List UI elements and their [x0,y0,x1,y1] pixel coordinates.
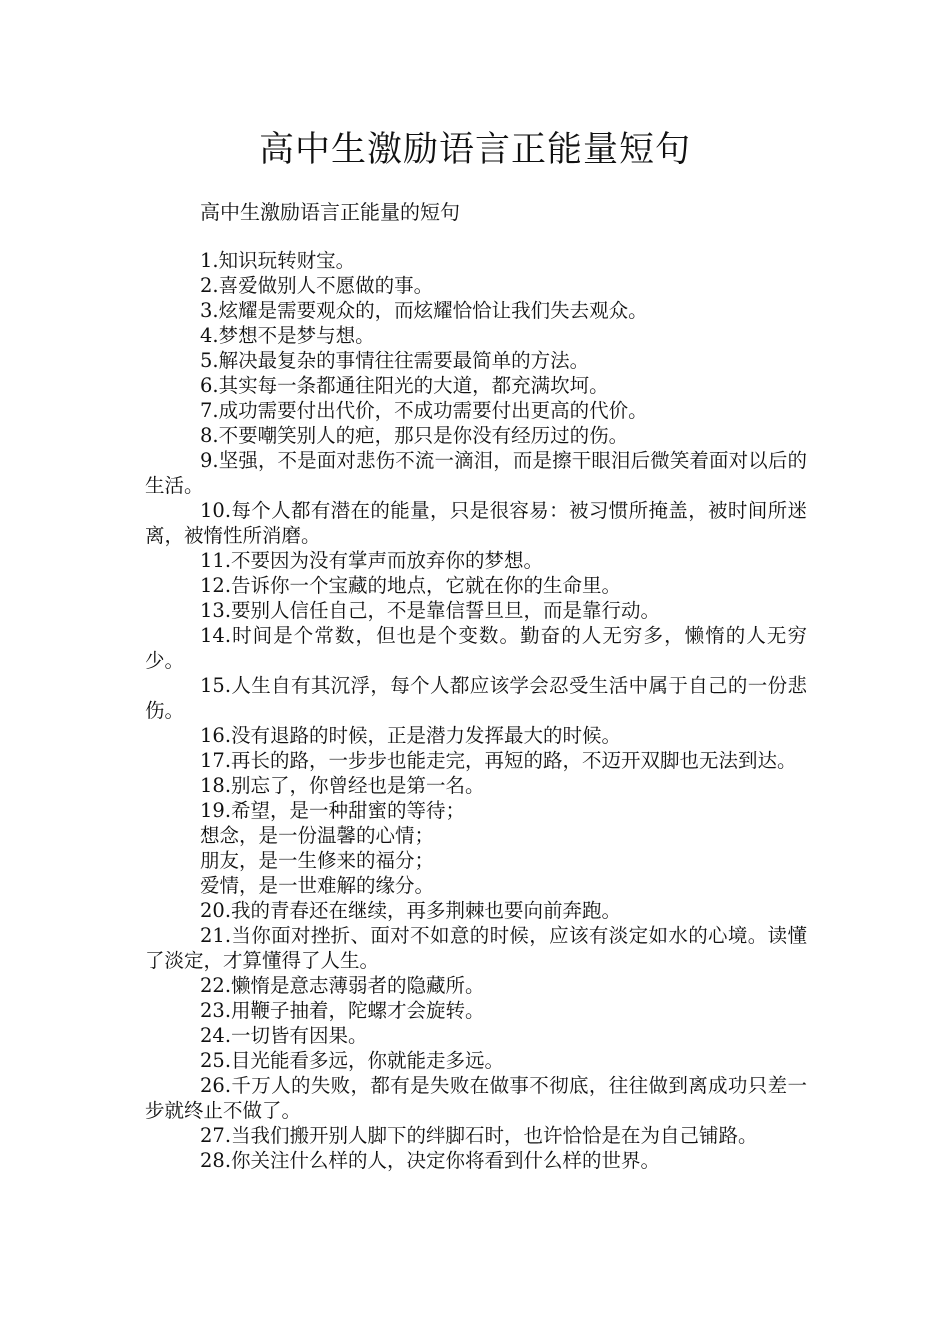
list-item: 14.时间是个常数，但也是个变数。勤奋的人无穷多，懒惰的人无穷少。 [145,624,807,672]
list-item: 21.当你面对挫折、面对不如意的时候，应该有淡定如水的心境。读懂了淡定，才算懂得了人生。 [145,924,807,972]
list-item: 25.目光能看多远，你就能走多远。 [200,1049,505,1072]
list-item: 22.懒惰是意志薄弱者的隐藏所。 [200,974,485,997]
quote-list [145,248,807,1173]
list-item: 8.不要嘲笑别人的疤，那只是你没有经历过的伤。 [200,424,629,447]
list-item: 朋友，是一生修来的福分； [200,849,435,872]
list-item: 6.其实每一条都通往阳光的大道，都充满坎坷。 [200,374,609,397]
list-item: 4.梦想不是梦与想。 [200,324,375,347]
list-item: 想念，是一份温馨的心情； [200,824,435,847]
list-item: 1.知识玩转财宝。 [200,249,356,272]
list-item: 9.坚强，不是面对悲伤不流一滴泪，而是擦干眼泪后微笑着面对以后的生活。 [145,449,807,497]
list-item: 20.我的青春还在继续，再多荆棘也要向前奔跑。 [200,899,622,922]
list-item: 28.你关注什么样的人，决定你将看到什么样的世界。 [200,1149,661,1172]
list-item: 3.炫耀是需要观众的，而炫耀恰恰让我们失去观众。 [200,299,648,322]
list-item: 24.一切皆有因果。 [200,1024,368,1047]
list-item: 2.喜爱做别人不愿做的事。 [200,274,434,297]
list-item: 爱情，是一世难解的缘分。 [200,874,435,897]
list-item: 13.要别人信任自己，不是靠信誓旦旦，而是靠行动。 [200,599,661,622]
list-item: 26.千万人的失败，都有是失败在做事不彻底，往往做到离成功只差一步就终止不做了。 [145,1074,807,1122]
list-item: 16.没有退路的时候，正是潜力发挥最大的时候。 [200,724,622,747]
list-item: 11.不要因为没有掌声而放弃你的梦想。 [200,549,544,572]
list-item: 18.别忘了，你曾经也是第一名。 [200,774,485,797]
document-title: 高中生激励语言正能量短句 [258,130,691,170]
list-item: 23.用鞭子抽着，陀螺才会旋转。 [200,999,485,1022]
list-item: 19.希望，是一种甜蜜的等待； [200,799,466,822]
list-item: 15.人生自有其沉浮，每个人都应该学会忍受生活中属于自己的一份悲伤。 [145,674,807,722]
list-item: 7.成功需要付出代价，不成功需要付出更高的代价。 [200,399,648,422]
list-item: 12.告诉你一个宝藏的地点，它就在你的生命里。 [200,574,622,597]
list-item: 5.解决最复杂的事情往往需要最简单的方法。 [200,349,590,372]
document-subtitle: 高中生激励语言正能量的短句 [200,200,460,224]
list-item: 17.再长的路，一步步也能走完，再短的路，不迈开双脚也无法到达。 [200,749,797,772]
list-item: 10.每个人都有潜在的能量，只是很容易：被习惯所掩盖，被时间所迷离，被惰性所消磨。 [145,499,807,547]
list-item: 27.当我们搬开别人脚下的绊脚石时，也许恰恰是在为自己铺路。 [200,1124,758,1147]
